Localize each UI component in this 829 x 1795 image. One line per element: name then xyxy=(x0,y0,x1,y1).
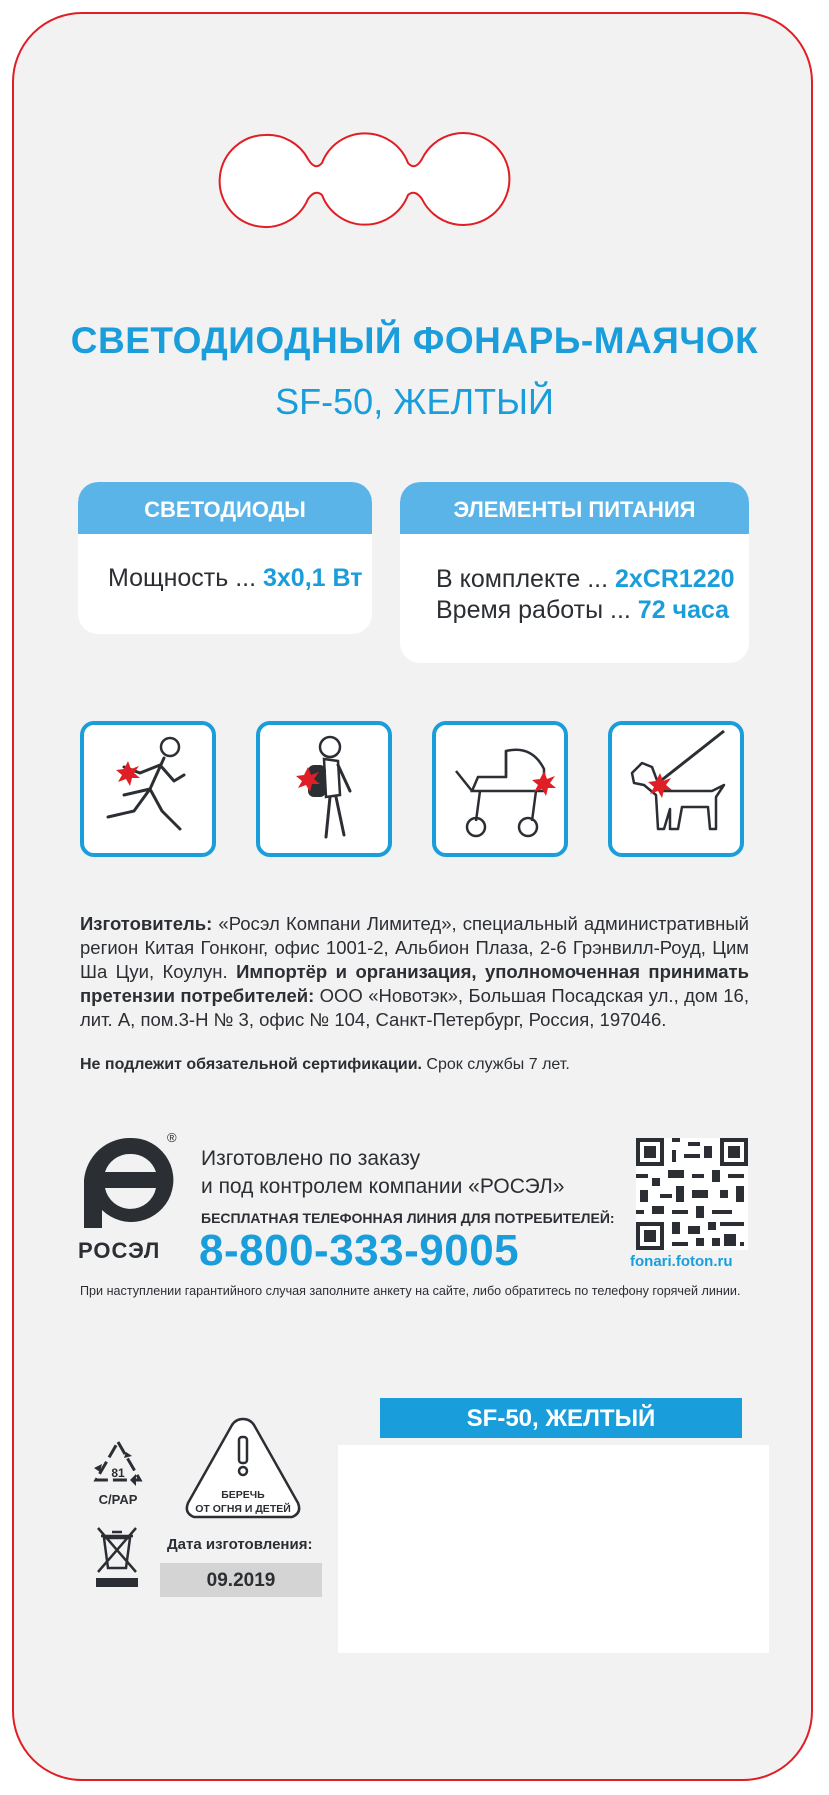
registered-mark: ® xyxy=(167,1130,177,1145)
dog-on-leash-icon xyxy=(608,721,744,857)
baby-stroller-icon xyxy=(432,721,568,857)
warning-line-2: ОТ ОГНЯ И ДЕТЕЙ xyxy=(195,1503,291,1515)
runner-icon xyxy=(80,721,216,857)
label-blank-area xyxy=(338,1445,769,1653)
spec-header-power: ЭЛЕМЕНТЫ ПИТАНИЯ xyxy=(400,482,749,534)
recycling-code: 81 xyxy=(111,1466,125,1480)
hotline-phone[interactable]: 8-800-333-9005 xyxy=(199,1226,520,1275)
spec-card-leds xyxy=(78,482,372,634)
made-line-2: и под контролем компании «РОСЭЛ» xyxy=(201,1175,565,1198)
hang-hole xyxy=(205,131,525,231)
manufacturer-label: Изготовитель: xyxy=(80,913,213,934)
warranty-note: При наступлении гарантийного случая заполните анкету на сайте, либо обратитесь по телефону горячей линии. xyxy=(80,1284,741,1298)
made-line-1: Изготовлено по заказу xyxy=(201,1147,421,1170)
model-bar: SF-50, ЖЕЛТЫЙ xyxy=(380,1398,742,1438)
recycling-material: C/PAP xyxy=(98,1492,138,1507)
crossed-bin-icon xyxy=(94,1524,140,1588)
manufacturer-text: «Росэл Компани Лимитед», специальный административный регион Китая Гонконг, офис 1001-2, Альбион Плаза, 2-6 Грэнвилл-Роуд, Цим Ша Цуи, Коулун. xyxy=(80,913,749,982)
child-backpack-icon xyxy=(256,721,392,857)
runtime-value: 72 часа xyxy=(637,596,730,624)
spec-power-lines xyxy=(400,534,749,626)
certification-note xyxy=(80,1056,570,1074)
spec-line-power xyxy=(78,534,372,593)
spec-line-runtime xyxy=(436,595,749,626)
importer-label: Импортёр и организация, уполномоченная принимать претензии потребителей: xyxy=(80,961,749,1006)
runtime-label: Время работы ... xyxy=(436,596,638,624)
rosel-logo-text: РОСЭЛ xyxy=(78,1238,161,1263)
power-value: 3x0,1 Вт xyxy=(263,564,363,592)
certification-text: Срок службы 7 лет. xyxy=(421,1056,570,1073)
manufacture-date-label: Дата изготовления: xyxy=(167,1536,313,1553)
power-label: Мощность ... xyxy=(108,564,263,592)
spec-line-kit xyxy=(436,564,749,595)
website-link[interactable]: fonari.foton.ru xyxy=(630,1253,733,1270)
importer-text: ООО «Новотэк», Большая Посадская ул., дом 16, лит. А, пом.3-Н № 3, офис № 104, Санкт-Петербург, Россия, 197046. xyxy=(80,985,749,1030)
kit-label: В комплекте ... xyxy=(436,565,615,593)
certification-bold: Не подлежит обязательной сертификации. xyxy=(80,1056,422,1073)
qr-code xyxy=(636,1138,748,1250)
product-title: СВЕТОДИОДНЫЙ ФОНАРЬ-МАЯЧОК xyxy=(70,320,759,361)
hotline-label: БЕСПЛАТНАЯ ТЕЛЕФОННАЯ ЛИНИЯ ДЛЯ ПОТРЕБИТЕЛЕЙ: xyxy=(201,1210,615,1226)
manufacturer-info xyxy=(80,912,749,1032)
manufacture-date-value: 09.2019 xyxy=(160,1563,322,1597)
warning-line-1: БЕРЕЧЬ xyxy=(221,1489,265,1501)
kit-value: 2xCR1220 xyxy=(614,565,735,593)
rosel-logo xyxy=(78,1132,186,1232)
spec-card-power xyxy=(400,482,749,663)
product-model: SF-50, ЖЕЛТЫЙ xyxy=(275,381,554,422)
spec-header-leds: СВЕТОДИОДЫ xyxy=(78,482,372,534)
